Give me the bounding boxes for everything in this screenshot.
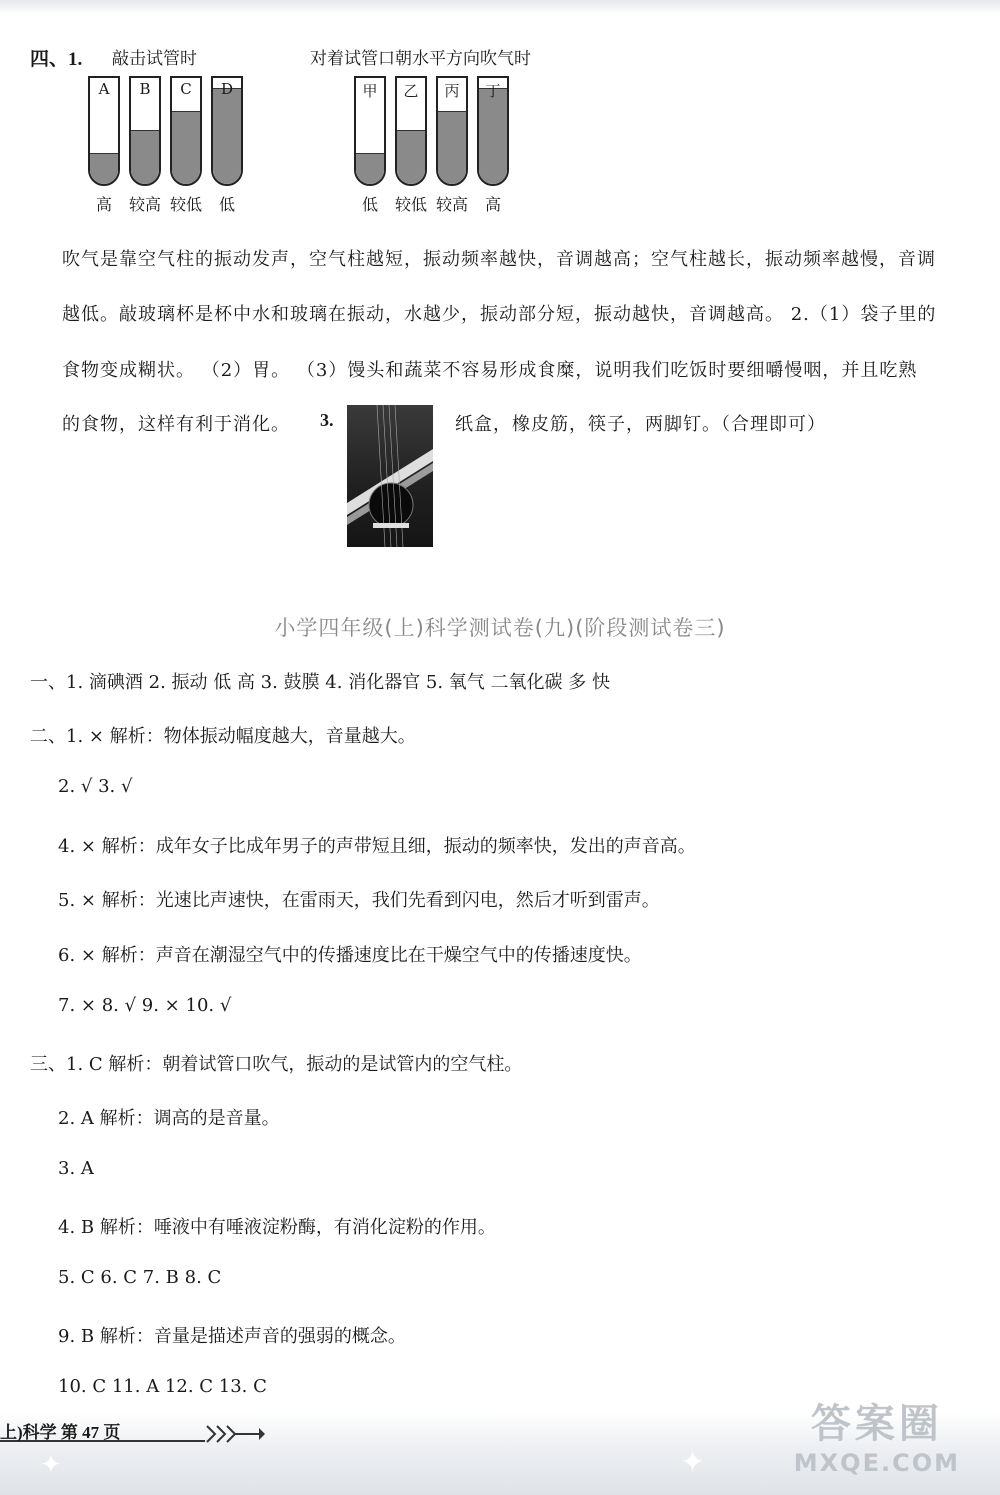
left-tube-label: B (139, 80, 151, 98)
top-band (0, 0, 1000, 14)
explanation-line-2: 越低。敲玻璃杯是杯中水和玻璃在振动，水越少，振动部分短，振动越快，音调越高。 2.（1）袋子里的 (62, 304, 937, 325)
right-tube-water (438, 111, 466, 184)
left-tube-water (131, 130, 159, 184)
left-tube-label: D (220, 80, 234, 98)
answer-line-3: 2. √ 3. √ (58, 776, 133, 797)
left-pitch-label: 高 (95, 195, 112, 214)
left-tube (88, 76, 120, 186)
left-pitch-label: 较高 (128, 195, 161, 214)
right-tube-label: 丙 (444, 82, 460, 100)
left-caption: 敲击试管时 (112, 49, 197, 69)
answer-line-6: 6. × 解析：声音在潮湿空气中的传播速度比在干燥空气中的传播速度快。 (58, 945, 642, 966)
footer-page-label: 上)科学 第 47 页 (0, 1423, 121, 1442)
part4-label: 四、1. (30, 49, 83, 70)
q3-answer: 纸盒，橡皮筋，筷子，两脚钉。（合理即可） (455, 414, 826, 435)
answer-line-4: 4. × 解析：成年女子比成年男子的声带短且细，振动的频率快，发出的声音高。 (58, 836, 696, 857)
guitar-photo (347, 405, 433, 547)
watermark-top: 答案圈 (810, 1401, 943, 1447)
right-pitch-label: 低 (361, 195, 378, 214)
q3-number: 3. (320, 410, 334, 430)
right-tube (477, 76, 509, 186)
sparkle-icon: ✦ (40, 1450, 62, 1480)
right-tube-label: 丁 (485, 82, 501, 100)
section-title: 小学四年级(上)科学测试卷(九)(阶段测试卷三) (274, 616, 726, 640)
sparkle-icon-2: ✦ (680, 1445, 706, 1480)
answer-line-5: 5. × 解析：光速比声速快，在雷雨天，我们先看到闪电，然后才听到雷声。 (58, 890, 660, 911)
answer-line-2: 二、1. × 解析：物体振动幅度越大，音量越大。 (30, 726, 416, 747)
right-pitch-label: 高 (484, 195, 501, 214)
right-tube (354, 76, 386, 186)
answer-line-14: 10. C 11. A 12. C 13. C (58, 1376, 267, 1397)
answer-line-11: 4. B 解析：唾液中有唾液淀粉酶，有消化淀粉的作用。 (58, 1217, 496, 1238)
explanation-line-3: 食物变成糊状。 （2）胃。 （3）馒头和蔬菜不容易形成食糜，说明我们吃饭时要细嚼慢咽，并且吃熟 (62, 360, 918, 381)
watermark (794, 1392, 960, 1477)
right-pitch-label: 较低 (394, 195, 427, 214)
answer-line-9: 2. A 解析：调高的是音量。 (58, 1108, 280, 1129)
left-pitch-label: 较低 (169, 195, 202, 214)
right-tube-water (479, 88, 507, 184)
right-tube-label: 甲 (362, 82, 378, 100)
explanation-line-4: 的食物，这样有利于消化。 (62, 414, 290, 435)
answer-line-7: 7. × 8. √ 9. × 10. √ (58, 995, 232, 1016)
watermark-bottom: MXQE.COM (793, 1449, 960, 1477)
answer-line-1: 一、1. 滴碘酒 2. 振动 低 高 3. 鼓膜 4. 消化器官 5. 氧气 二氧化碳 多 快 (30, 672, 610, 693)
right-tube-water (356, 153, 384, 184)
left-tube (129, 76, 161, 186)
left-tube-label: C (180, 80, 192, 98)
answer-line-10: 3. A (58, 1158, 94, 1179)
arrows-icon (205, 1422, 265, 1450)
right-caption: 对着试管口朝水平方向吹气时 (310, 49, 531, 69)
right-tube (436, 76, 468, 186)
right-pitch-label: 较高 (435, 195, 468, 214)
explanation-line-1: 吹气是靠空气柱的振动发声，空气柱越短，振动频率越快，音调越高；空气柱越长，振动频率越慢，音调 (62, 249, 936, 270)
answer-line-8: 三、1. C 解析：朝着试管口吹气，振动的是试管内的空气柱。 (30, 1054, 523, 1075)
right-tube (395, 76, 427, 186)
left-tube (211, 76, 243, 186)
right-tube-label: 乙 (403, 82, 419, 100)
left-pitch-label: 低 (218, 195, 235, 214)
left-tube (170, 76, 202, 186)
answer-line-13: 9. B 解析：音量是描述声音的强弱的概念。 (58, 1326, 406, 1347)
left-tube-label: A (98, 80, 110, 98)
left-tube-water (213, 88, 241, 184)
left-tube-water (172, 111, 200, 184)
left-tube-water (90, 153, 118, 184)
answer-line-12: 5. C 6. C 7. B 8. C (58, 1267, 222, 1288)
right-tube-water (397, 130, 425, 184)
